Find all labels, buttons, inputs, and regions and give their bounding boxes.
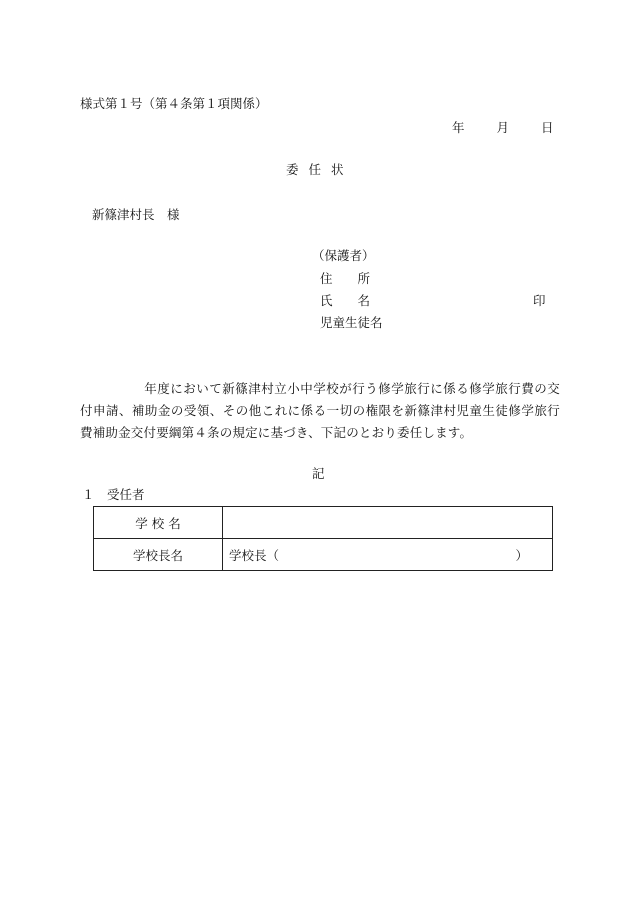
body-text: 年度において新篠津村立小中学校が行う修学旅行に係る修学旅行費の交付申請、補助金の受領、その他これに係る一切の権限を新篠津村児童生徒修学旅行費補助金交付要綱第４条の規定に基づき、下記のとおり委任します。 bbox=[80, 381, 560, 440]
date-line bbox=[452, 120, 554, 136]
principal-suffix: ） bbox=[515, 547, 528, 563]
date-day: 日 bbox=[541, 120, 554, 135]
principal-name-value bbox=[223, 539, 553, 571]
date-month: 月 bbox=[496, 120, 510, 135]
ki-heading: 記 bbox=[312, 466, 325, 481]
addressee: 新篠津村長 様 bbox=[92, 207, 180, 222]
school-name-label: 学 校 名 bbox=[94, 507, 223, 539]
school-name-value bbox=[223, 507, 553, 539]
section-heading: １ 受任者 bbox=[82, 487, 145, 502]
table-row bbox=[94, 507, 553, 539]
table-row bbox=[94, 539, 553, 571]
principal-name-label: 学校長名 bbox=[94, 539, 223, 571]
date-year: 年 bbox=[452, 120, 465, 135]
body-paragraph bbox=[80, 378, 560, 444]
guardian-address-label: 住 所 bbox=[320, 271, 371, 286]
guardian-heading: （保護者） bbox=[312, 248, 375, 263]
document-title: 委任状 bbox=[286, 162, 354, 177]
delegate-table bbox=[93, 506, 553, 571]
principal-prefix: 学校長（ bbox=[229, 547, 280, 563]
form-number: 様式第１号（第４条第１項関係） bbox=[80, 96, 268, 111]
seal-mark: 印 bbox=[533, 293, 546, 308]
child-name-label: 児童生徒名 bbox=[320, 315, 383, 330]
guardian-name-label: 氏 名 bbox=[320, 293, 371, 308]
